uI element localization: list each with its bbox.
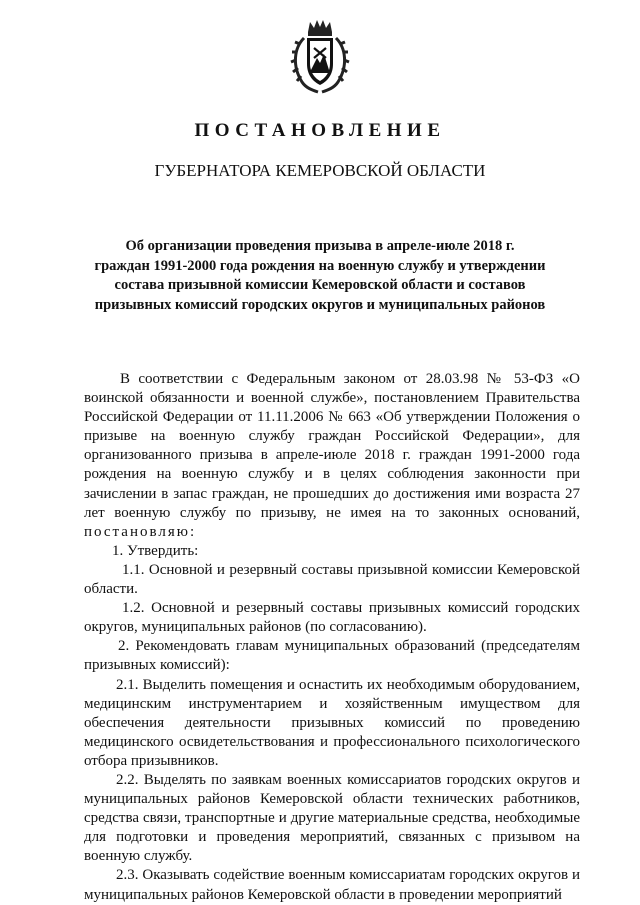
document-type-heading: ПОСТАНОВЛЕНИЕ: [194, 120, 446, 141]
title-line: граждан 1991-2000 года рождения на военную службу и утверждении: [94, 257, 546, 274]
intro-text: В соответствии с Федеральным законом от 28.03.98 № 53-ФЗ «О воинской обязанности и военной службе», постановлением Правительства Российской Федерации от 11.11.2006 № 663 «Об утверждении Положения о призыве на военную службу граждан Российской Федерации», для организованного призыва в апреле-июле 2018 г. граждан 1991-2000 года рождения на военную службу и в целях соблюдения законности при зачислении в запас граждан, не прошедших до достижения ими возраста 27 лет военную службу по призыву, не имея на то законных оснований,: [84, 371, 580, 521]
issuer-heading: ГУБЕРНАТОРА КЕМЕРОВСКОЙ ОБЛАСТИ: [154, 161, 486, 180]
document-title: [60, 237, 580, 315]
item-1: 1. Утвердить:: [112, 542, 199, 559]
title-line: состава призывной комиссии Кемеровской области и составов: [114, 277, 526, 293]
item-2: 2. Рекомендовать главам муниципальных образований (председателям призывных комиссий):: [84, 638, 580, 674]
title-line: призывных комиссий городских округов и муниципальных районов: [94, 296, 546, 313]
item-2-2: 2.2. Выделять по заявкам военных комиссариатов городских округов и муниципальных районов Кемеровской области технических работников, средства связи, транспортные и другие материальные средства, необходимые для подготовки и проведения мероприятий, связанных с призывом на военную службу.: [84, 771, 580, 865]
coat-of-arms-emblem-icon: [290, 18, 350, 94]
title-line: Об организации проведения призыва в апреле-июле 2018 г.: [125, 238, 515, 254]
item-1-2: 1.2. Основной и резервный составы призывных комиссий городских округов, муниципальных районов (по согласованию).: [84, 600, 580, 636]
document-body: [84, 370, 580, 905]
decree-word: постановляю:: [84, 523, 197, 540]
item-1-1: 1.1. Основной и резервный составы призывной комиссии Кемеровской области.: [84, 561, 580, 598]
item-2-1: 2.1. Выделить помещения и оснастить их необходимым оборудованием, медицинским инструментарием и хозяйственным имуществом для обеспечения деятельности призывных комиссий по проведению медицинского освидетельствования и профессионального психологического отбора призывников.: [84, 676, 580, 769]
intro-paragraph: [84, 370, 580, 542]
item-2-3: 2.3. Оказывать содействие военным комиссариатам городских округов и муниципальных районов Кемеровской области в проведении мероприятий: [84, 867, 580, 903]
